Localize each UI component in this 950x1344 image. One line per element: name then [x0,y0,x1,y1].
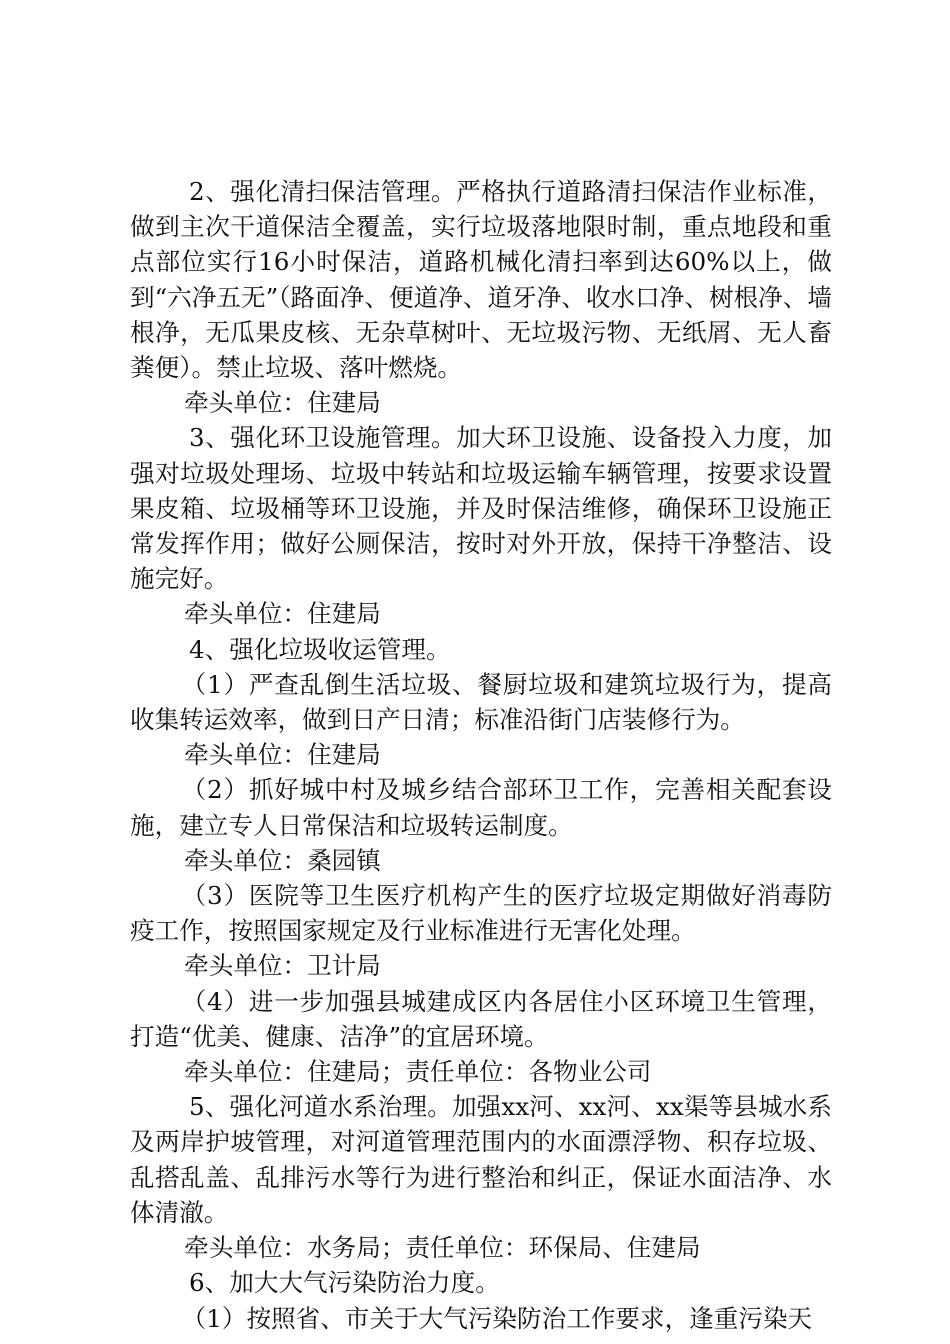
paragraph-item-3: 3、强化环卫设施管理。加大环卫设施、设备投入力度，加强对垃圾处理场、垃圾中转站和垃圾运输车辆管理，按要求设置果皮箱、垃圾桶等环卫设施，并及时保洁维修，确保环卫设施正常发挥作用；做好公厕保洁，按时对外开放，保持干净整洁、设施完好。 [130,423,832,594]
lead-unit-line: 牵头单位：水务局；责任单位：环保局、住建局 [184,1233,701,1263]
paragraph-item-2: 2、强化清扫保洁管理。严格执行道路清扫保洁作业标准，做到主次干道保洁全覆盖，实行垃圾落地限时制，重点地段和重点部位实行16小时保洁，道路机械化清扫率到达60%以上，做到“六净五无”（路面净、便道净、道牙净、收水口净、树根净、墙根净，无瓜果皮核、无杂草树叶、无垃圾污物、无纸屑、无人畜粪便）。禁止垃圾、落叶燃烧。 [130,177,832,383]
lead-unit-line: 牵头单位：卫计局 [184,951,381,981]
paragraph-sub-6-1: （1）按照省、市关于大气污染防治工作要求，逢重污染天 [181,1303,813,1333]
document-body [130,174,832,1336]
paragraph-sub-4-1: （1）严查乱倒生活垃圾、餐厨垃圾和建筑垃圾行为，提高收集转运效率，做到日产日清；标准沿街门店装修行为。 [130,669,832,735]
paragraph-item-5: 5、强化河道水系治理。加强xx河、xx河、xx渠等县城水系及两岸护坡管理，对河道管理范围内的水面漂浮物、积存垃圾、乱搭乱盖、乱排污水等行为进行整治和纠正，保证水面洁净、水体清澈。 [130,1092,832,1227]
paragraph-item-6: 6、加大大气污染防治力度。 [189,1268,500,1298]
lead-unit-line: 牵头单位：桑园镇 [184,845,381,875]
paragraph-sub-4-2: （2）抓好城中村及城乡结合部环卫工作，完善相关配套设施，建立专人日常保洁和垃圾转运制度。 [130,775,832,840]
lead-unit-line: 牵头单位：住建局；责任单位：各物业公司 [184,1057,652,1087]
paragraph-sub-4-4: （4）进一步加强县城建成区内各居住小区环境卫生管理，打造“优美、健康、洁净”的宜居环境。 [130,986,832,1051]
lead-unit-line: 牵头单位：住建局 [184,740,381,770]
paragraph-sub-4-3: （3）医院等卫生医疗机构产生的医疗垃圾定期做好消毒防疫工作，按照国家规定及行业标准进行无害化处理。 [130,881,832,946]
lead-unit-line: 牵头单位：住建局 [184,599,381,629]
lead-unit-line: 牵头单位：住建局 [184,388,381,418]
paragraph-item-4: 4、强化垃圾收运管理。 [189,634,451,664]
